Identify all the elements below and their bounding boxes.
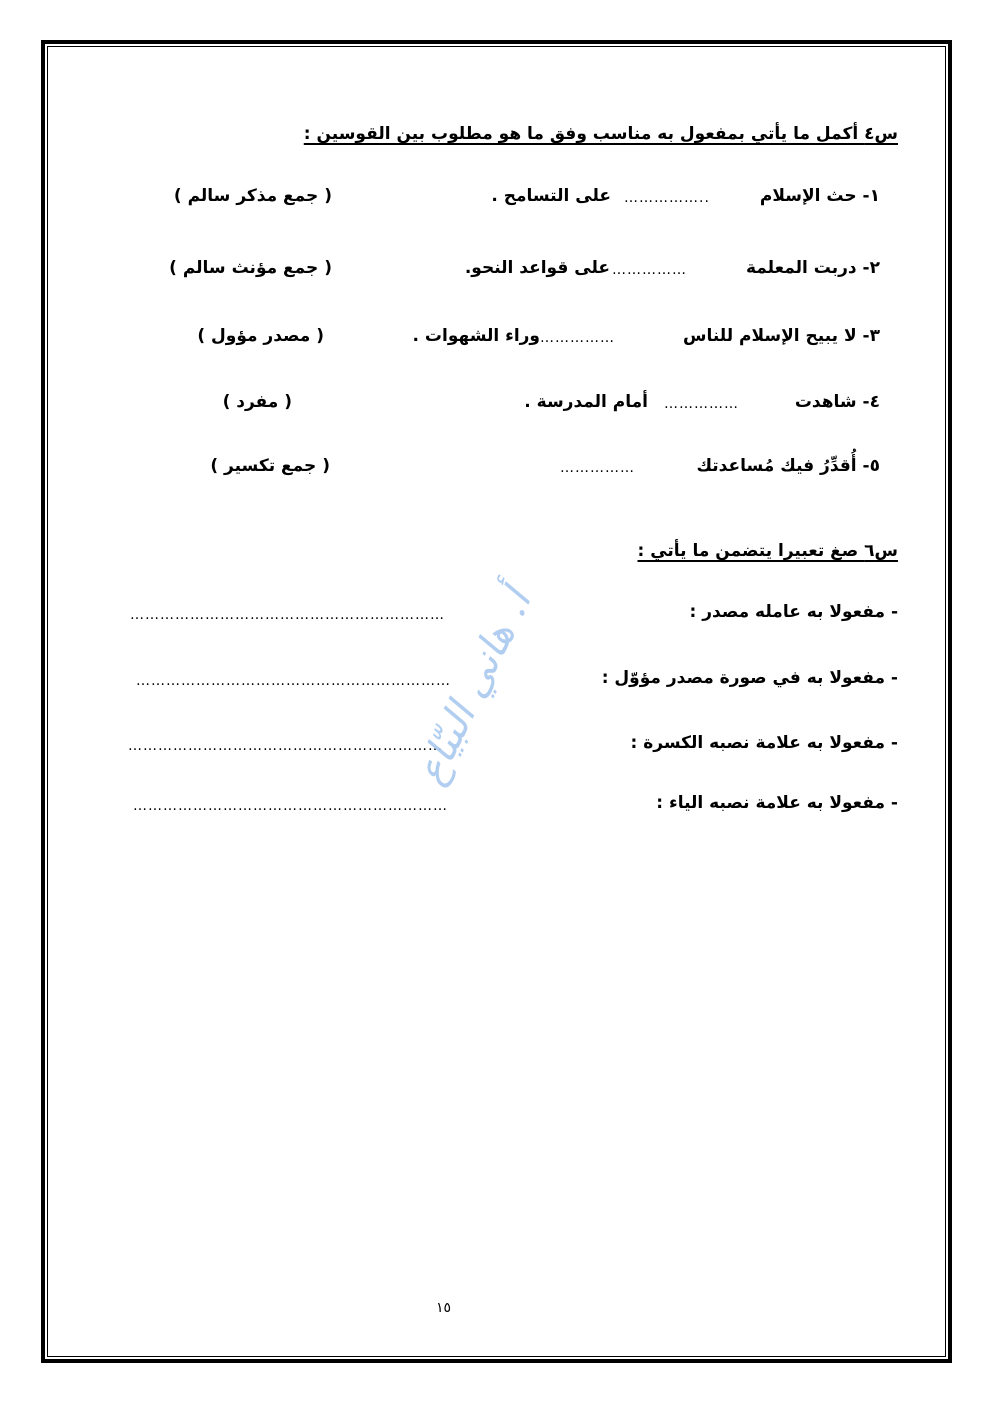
question-4-title: س٤ أكمل ما يأتي بمفعول به مناسب وفق ما هو مطلوب بين القوسين : bbox=[303, 124, 898, 144]
q4-item-3-hint: ( مصدر مؤول ) bbox=[197, 326, 324, 346]
author-watermark: أ. هاني البيّاع bbox=[406, 582, 541, 792]
answer-line[interactable]: ……………………………………………………… bbox=[130, 607, 445, 623]
q4-item-5-text: ٥- أُقدِّرُ فيك مُساعدتك bbox=[696, 456, 880, 476]
q4-item-5-hint: ( جمع تكسير ) bbox=[210, 456, 330, 476]
q4-item-4-text: ٤- شاهدت bbox=[794, 392, 880, 412]
answer-blank[interactable]: …………… bbox=[612, 262, 687, 278]
question-6-title: س٦ صغ تعبيرا يتضمن ما يأتي : bbox=[637, 541, 898, 561]
q4-item-1-hint: ( جمع مذكر سالم ) bbox=[173, 186, 332, 206]
q4-item-2-tail: على قواعد النحو. bbox=[464, 258, 610, 278]
page-number: ١٥ bbox=[436, 1300, 452, 1316]
q4-item-3-text: ٣- لا يبيح الإسلام للناس bbox=[683, 326, 880, 346]
q4-item-4-tail: أمام المدرسة . bbox=[524, 392, 648, 412]
answer-blank[interactable]: …………… bbox=[560, 460, 635, 476]
q4-item-1-text: ١- حث الإسلام bbox=[759, 186, 880, 206]
q6-item-2-text: - مفعولا به في صورة مصدر مؤوّل : bbox=[601, 668, 898, 688]
q6-item-4-text: - مفعولا به علامة نصبه الياء : bbox=[656, 793, 898, 813]
answer-blank[interactable]: …………… bbox=[664, 396, 739, 412]
answer-line[interactable]: ……………………………………………………… bbox=[136, 673, 451, 689]
q4-item-2-hint: ( جمع مؤنث سالم ) bbox=[169, 258, 332, 278]
q4-item-2-text: ٢- دربت المعلمة bbox=[745, 258, 880, 278]
q4-item-1-tail: على التسامح . bbox=[491, 186, 611, 206]
q6-item-1-text: - مفعولا به عامله مصدر : bbox=[689, 602, 898, 622]
answer-blank[interactable]: …………… bbox=[540, 330, 615, 346]
answer-blank[interactable]: …………….. bbox=[624, 190, 710, 206]
q6-item-3-text: - مفعولا به علامة نصبه الكسرة : bbox=[630, 733, 898, 753]
q4-item-3-tail: وراء الشهوات . bbox=[412, 326, 540, 346]
answer-line[interactable]: ……………………………………………………… bbox=[128, 738, 443, 754]
answer-line[interactable]: ……………………………………………………… bbox=[133, 798, 448, 814]
q4-item-4-hint: ( مفرد ) bbox=[222, 392, 292, 412]
